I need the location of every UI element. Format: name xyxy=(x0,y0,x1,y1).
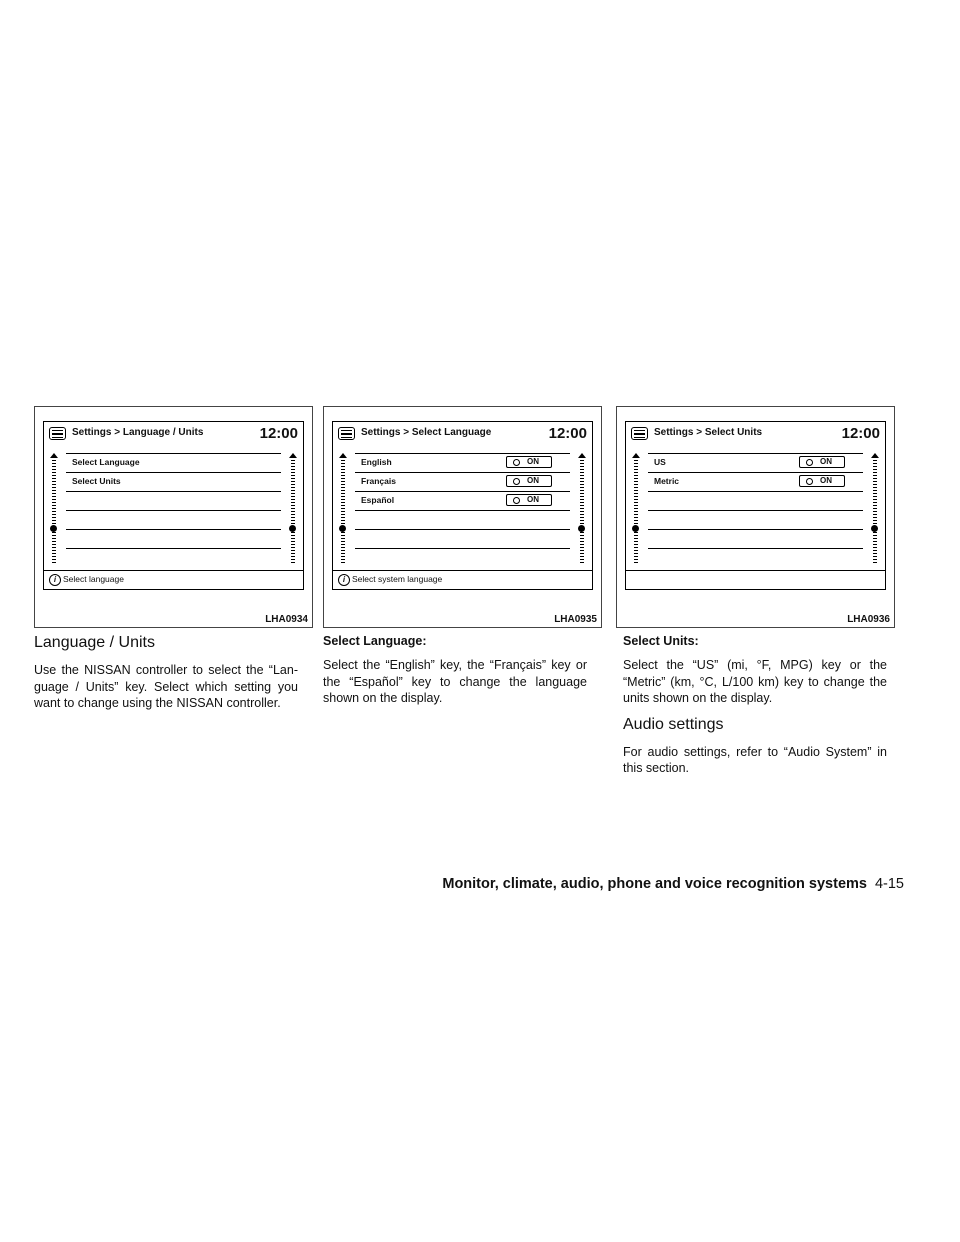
column-select-language xyxy=(323,634,587,716)
display-screen xyxy=(43,421,304,590)
display-screen xyxy=(332,421,593,590)
display-screen xyxy=(625,421,886,590)
page-footer xyxy=(442,875,904,893)
info-icon: i xyxy=(338,574,350,586)
screen-footer-text: Select language xyxy=(63,574,124,584)
scroll-indicator-icon xyxy=(632,525,639,532)
list-item-label: Select Language xyxy=(72,457,140,467)
scroll-rail-right xyxy=(575,453,589,569)
figure-code: LHA0934 xyxy=(265,614,308,625)
screen-title: Settings > Language / Units xyxy=(72,427,204,438)
list-item[interactable] xyxy=(648,472,863,491)
screen-title: Settings > Select Units xyxy=(654,427,763,438)
radio-icon xyxy=(513,478,520,485)
screen-footer-text: Select system language xyxy=(352,574,443,584)
list-item xyxy=(66,491,281,510)
figure-code: LHA0936 xyxy=(847,614,890,625)
radio-icon xyxy=(806,478,813,485)
scroll-rail-left xyxy=(47,453,61,569)
screen-footer xyxy=(44,570,303,589)
option-list xyxy=(66,453,281,569)
option-list xyxy=(648,453,863,569)
paragraph: Use the NISSAN controller to select the “Lan-guage / Units” key. Select which setting you want to change using the NISSAN controller. xyxy=(34,663,298,710)
screen-footer xyxy=(333,570,592,589)
scroll-indicator-icon xyxy=(871,525,878,532)
paragraph: Select the “US” (mi, °F, MPG) key or the “Metric” (km, °C, L/100 km) key to change the units shown on the display. xyxy=(623,658,887,705)
list-item-label: English xyxy=(361,457,392,467)
list-item xyxy=(648,510,863,529)
list-item[interactable] xyxy=(355,491,570,510)
list-item xyxy=(355,548,570,567)
scroll-indicator-icon xyxy=(339,525,346,532)
screen-title: Settings > Select Language xyxy=(361,427,492,438)
scroll-rail-left xyxy=(336,453,350,569)
column-select-units xyxy=(623,634,887,786)
menu-icon xyxy=(49,427,66,440)
screen-clock: 12:00 xyxy=(548,425,587,442)
on-indicator: ON xyxy=(506,475,552,487)
section-heading: Audio settings xyxy=(623,715,724,733)
scroll-indicator-icon xyxy=(289,525,296,532)
screen-footer xyxy=(626,570,885,589)
list-item xyxy=(648,491,863,510)
on-indicator: ON xyxy=(506,494,552,506)
radio-icon xyxy=(806,459,813,466)
radio-icon xyxy=(513,497,520,504)
list-item-label: Select Units xyxy=(72,476,121,486)
figure-select-language xyxy=(323,406,602,628)
list-item[interactable] xyxy=(355,472,570,491)
menu-icon xyxy=(338,427,355,440)
column-language-units xyxy=(34,634,298,721)
screen-clock: 12:00 xyxy=(259,425,298,442)
list-item[interactable] xyxy=(648,453,863,472)
scroll-rail-right xyxy=(868,453,882,569)
list-item xyxy=(66,510,281,529)
scroll-indicator-icon xyxy=(50,525,57,532)
screen-header xyxy=(626,422,885,448)
list-item-label: US xyxy=(654,457,666,467)
list-item xyxy=(648,548,863,567)
figure-select-units xyxy=(616,406,895,628)
paragraph: Select the “English” key, the “Français” key or the “Español” key to change the language shown on the display. xyxy=(323,658,587,705)
list-item-label: Français xyxy=(361,476,396,486)
screen-clock: 12:00 xyxy=(841,425,880,442)
list-item xyxy=(66,548,281,567)
list-item xyxy=(355,510,570,529)
on-indicator: ON xyxy=(506,456,552,468)
menu-icon xyxy=(631,427,648,440)
list-item[interactable] xyxy=(355,453,570,472)
figure-language-units xyxy=(34,406,313,628)
scroll-rail-left xyxy=(629,453,643,569)
list-item xyxy=(66,529,281,548)
list-item xyxy=(355,529,570,548)
paragraph: For audio settings, refer to “Audio System” in this section. xyxy=(623,744,887,775)
list-item-label: Español xyxy=(361,495,395,505)
on-indicator: ON xyxy=(799,475,845,487)
scroll-rail-right xyxy=(286,453,300,569)
chapter-title: Monitor, climate, audio, phone and voice recognition systems xyxy=(442,876,867,892)
figure-code: LHA0935 xyxy=(554,614,597,625)
screen-header xyxy=(44,422,303,448)
list-item xyxy=(648,529,863,548)
on-indicator: ON xyxy=(799,456,845,468)
section-heading: Language / Units xyxy=(34,634,155,651)
screen-header xyxy=(333,422,592,448)
option-list xyxy=(355,453,570,569)
subheading: Select Language: xyxy=(323,634,427,648)
list-item[interactable] xyxy=(66,453,281,472)
radio-icon xyxy=(513,459,520,466)
page-number: 4-15 xyxy=(874,876,904,892)
scroll-indicator-icon xyxy=(578,525,585,532)
subheading: Select Units: xyxy=(623,634,699,648)
list-item[interactable] xyxy=(66,472,281,491)
info-icon: i xyxy=(49,574,61,586)
list-item-label: Metric xyxy=(654,476,680,486)
